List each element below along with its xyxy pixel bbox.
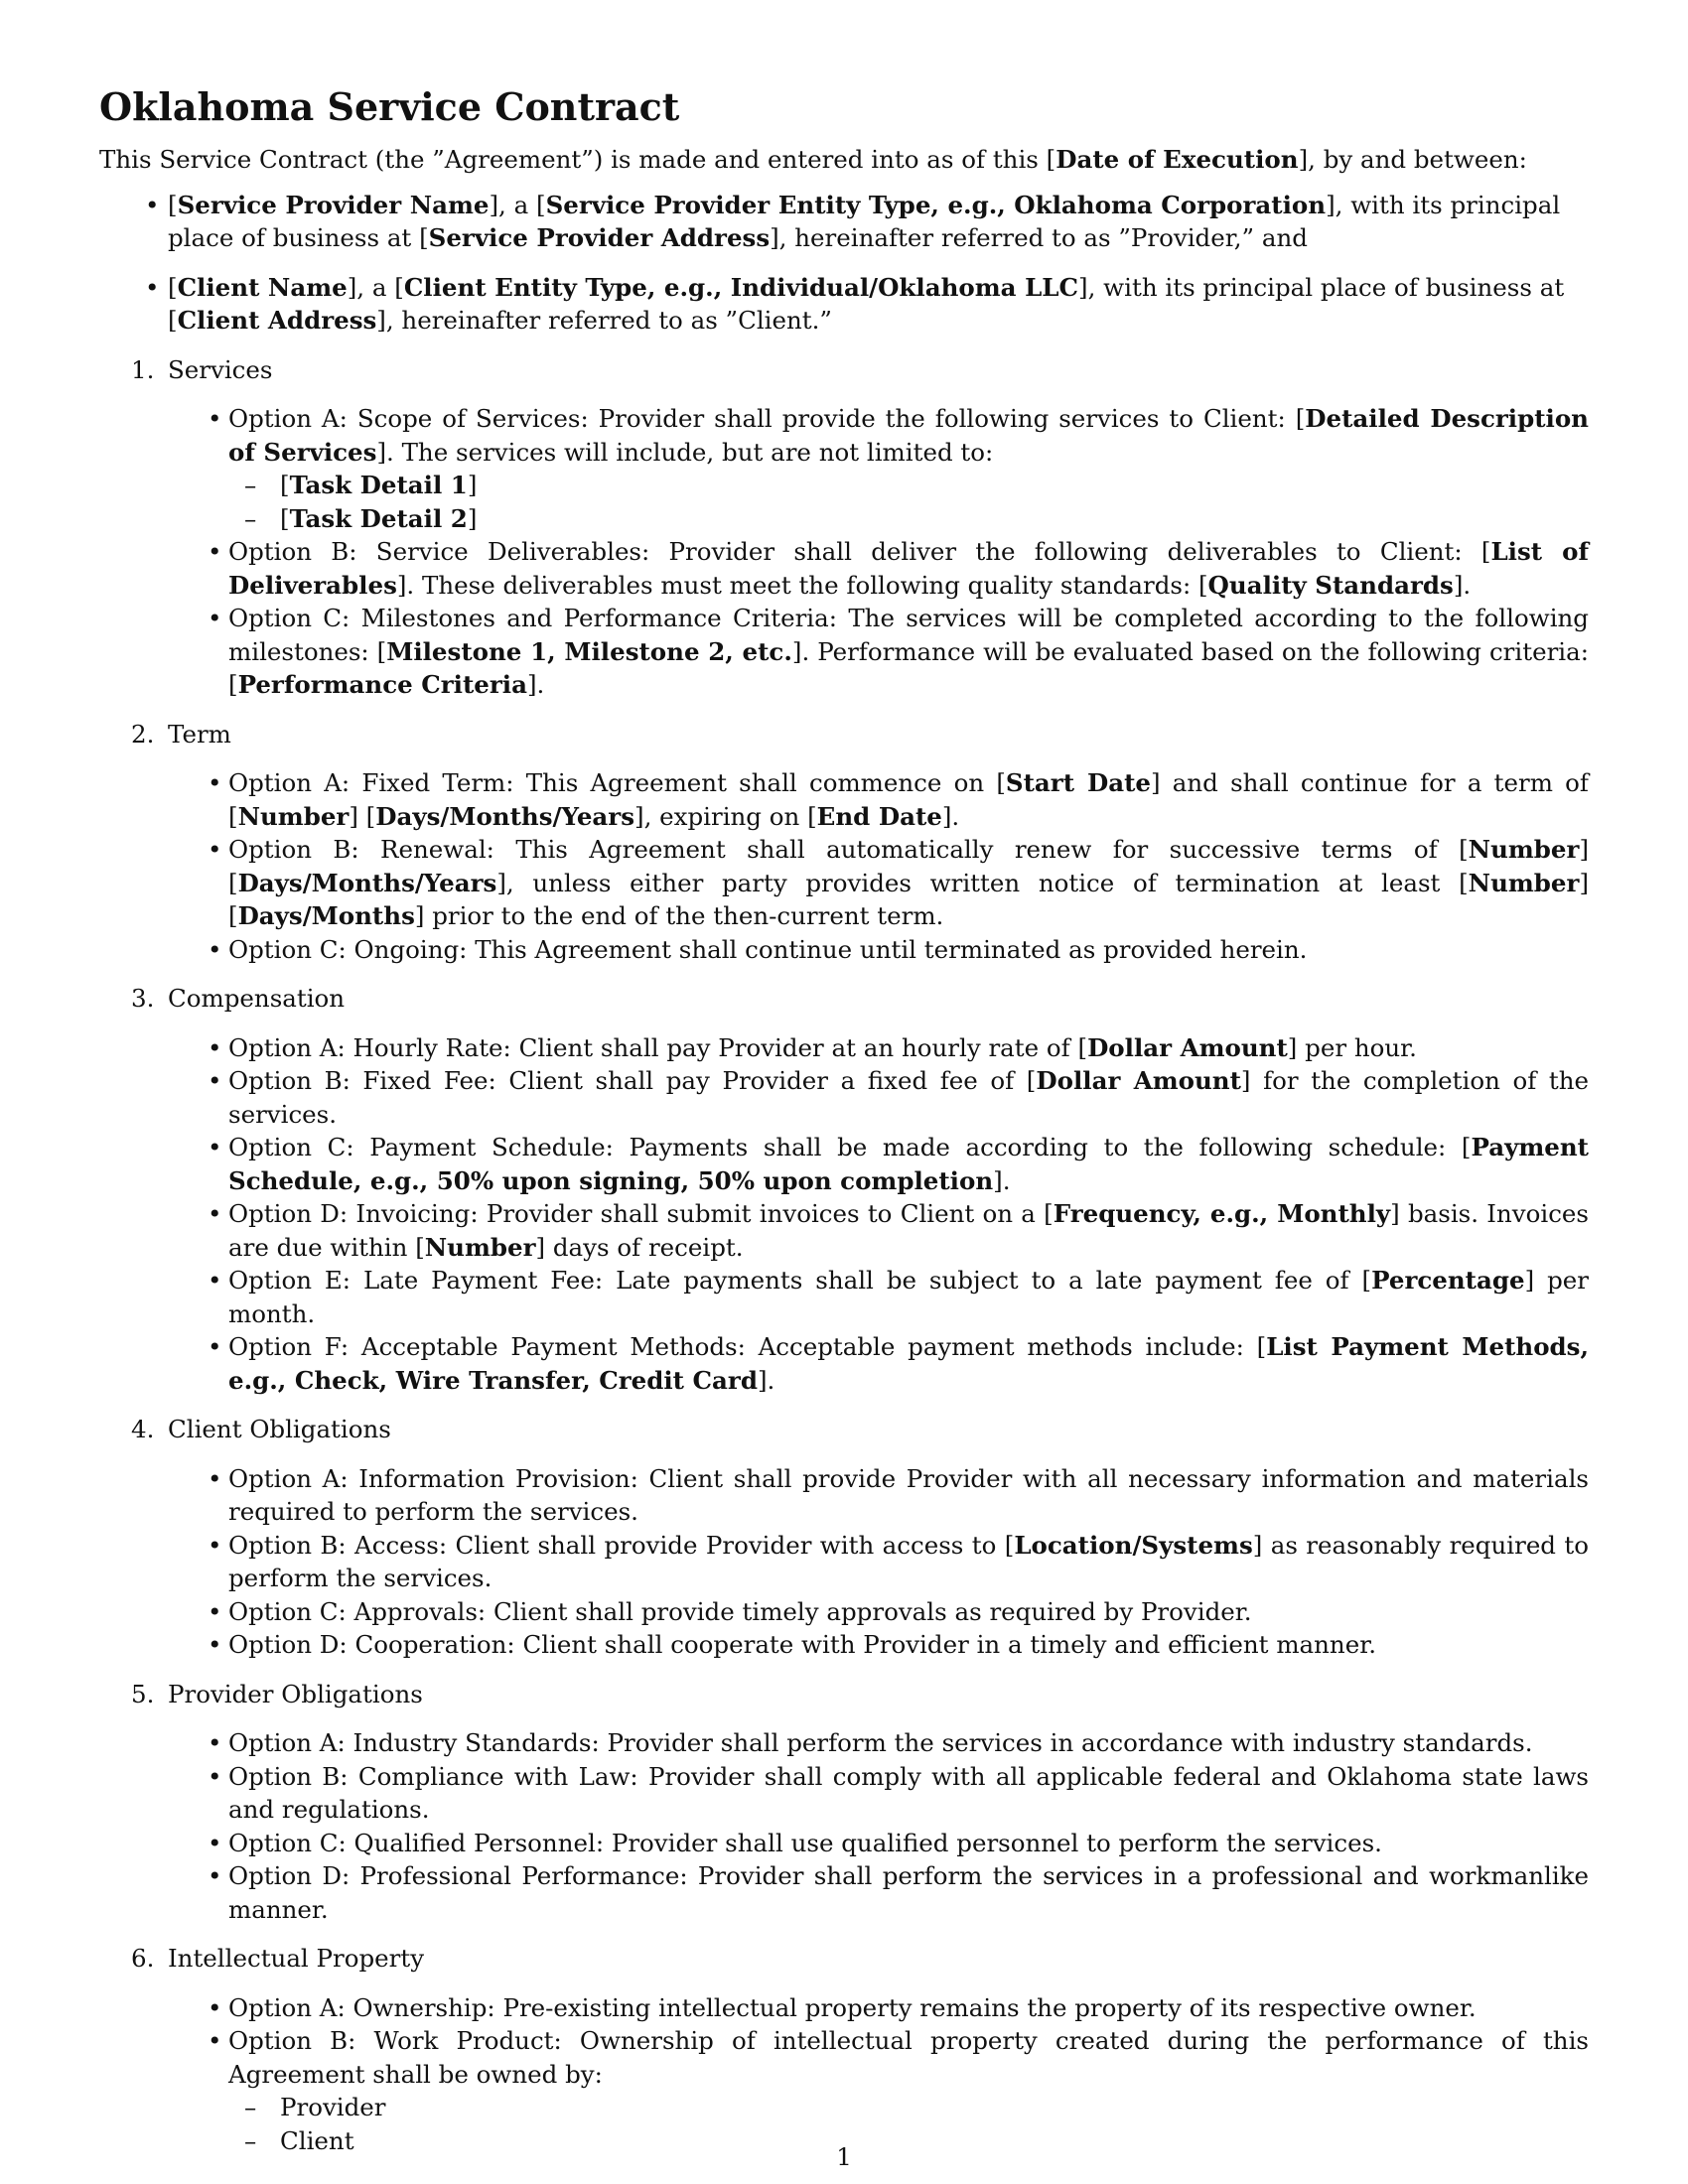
text-run: ], hereinafter referred to as ”Client.” [376,306,832,335]
text-run: Option A: Hourly Rate: Client shall pay Provider at an hourly rate of [ [228,1032,1088,1062]
option-item [168,1131,1589,1197]
section-number: 1. [131,354,155,384]
text-run: ], with its principal place of business at [ [168,190,1561,252]
text-run: Option C: Qualified Personnel: Provider shall use qualified personnel to perform the services. [228,1828,1382,1857]
option-item [168,1462,1589,1529]
placeholder-field: End Date [816,801,942,831]
placeholder-field: Number [1468,868,1580,897]
option-item [168,602,1589,702]
text-run: Option B: Service Deliverables: Provider shall deliver the following deliverables to Client: [ [228,537,1491,566]
text-run: ], expiring on [ [634,801,817,831]
text-run: ]. The services will include, but are not limited to: [376,437,994,467]
text-run: Option A: Industry Standards: Provider shall perform the services in accordance with industry standards. [228,1728,1533,1757]
text-run: Option D: Invoicing: Provider shall submit invoices to Client on a [ [228,1199,1054,1228]
text-run: ]. [1453,570,1472,600]
section-heading: Client Obligations [168,1415,391,1443]
placeholder-field: Service Provider Name [177,190,490,219]
sub-options-list [228,469,1589,535]
placeholder-field: Quality Standards [1207,570,1454,600]
option-item [168,1595,1589,1629]
text-run: ]. [526,670,545,699]
text-run: Option D: Professional Performance: Provider shall perform the services in a professional and workmanlike manner. [228,1861,1589,1924]
option-item [168,1726,1589,1760]
placeholder-field: Frequency, e.g., Monthly [1053,1199,1391,1228]
text-run: ]. [993,1165,1011,1195]
text-run: ] [467,471,478,499]
placeholder-field: Date of Execution [1055,145,1299,174]
option-item [168,1064,1589,1131]
party-item [99,271,1589,338]
option-item [168,1827,1589,1860]
option-item [168,535,1589,602]
text-run: ] [ [228,835,1589,897]
placeholder-field: Days/Months/Years [375,801,635,831]
section-heading: Services [168,354,273,384]
text-run: [ [168,190,178,219]
text-run: ] basis. Invoices are due within [ [228,1199,1589,1262]
section-item [99,718,1589,967]
placeholder-field: Dollar Amount [1036,1066,1241,1095]
section-item [99,982,1589,1397]
placeholder-field: Performance Criteria [237,670,527,699]
text-run: ] and shall continue for a term of [ [228,768,1589,831]
option-item [168,1628,1589,1662]
section-number: 4. [131,1415,155,1443]
text-run: Option C: Milestones and Performance Criteria: The services will be completed according to the following milestones: [ [228,604,1589,666]
text-run: ] [467,503,478,533]
option-item [168,1330,1589,1397]
text-run: ], a [ [489,190,546,219]
placeholder-field: List of Deliverables [228,537,1589,600]
text-run: Option A: Information Provision: Client shall provide Provider with all necessary information and materials required to perform the services. [228,1463,1589,1526]
placeholder-field: Client Entity Type, e.g., Individual/Oklahoma LLC [403,272,1079,302]
text-run: ]. These deliverables must meet the following quality standards: [ [396,570,1208,600]
text-run: Option B: Work Product: Ownership of intellectual property created during the performance of this Agreement shall be owned by: [228,2026,1589,2089]
parties-list [99,189,1589,338]
text-run: ] per hour. [1287,1032,1417,1062]
option-item [168,1197,1589,1264]
option-item [168,766,1589,833]
text-run: Option B: Access: Client shall provide Provider with access to [ [228,1530,1015,1560]
options-list [168,402,1589,702]
text-run: ], by and between: [1298,145,1527,174]
options-list [168,1726,1589,1926]
section-item [99,1678,1589,1927]
text-run: Option B: Fixed Fee: Client shall pay Provider a fixed fee of [ [228,1066,1037,1095]
placeholder-field: Number [237,801,350,831]
section-number: 2. [131,719,155,749]
option-item [168,1991,1589,2025]
text-run: Option F: Acceptable Payment Methods: Acceptable payment methods include: [ [228,1332,1267,1361]
section-number: 3. [131,984,155,1013]
sections-list [99,353,1589,2158]
text-run: ], a [ [347,272,404,302]
placeholder-field: Task Detail 2 [289,503,468,533]
party-item [99,189,1589,255]
placeholder-field: List Payment Methods, e.g., Check, Wire Transfer, Credit Card [228,1332,1589,1395]
text-run: ]. [941,801,960,831]
text-run: Option A: Ownership: Pre-existing intellectual property remains the property of its respective owner. [228,1992,1477,2022]
placeholder-field: Task Detail 1 [289,471,468,499]
placeholder-field: Days/Months/Years [237,868,497,897]
placeholder-field: Payment Schedule, e.g., 50% upon signing, 50% upon completion [228,1133,1589,1195]
placeholder-field: Number [1468,835,1580,864]
section-heading: Term [168,719,231,749]
option-item [168,1031,1589,1065]
text-run: ] for the completion of the services. [228,1066,1589,1129]
text-run: Option A: Scope of Services: Provider shall provide the following services to Client: [ [228,404,1306,433]
section-number: 6. [131,1944,155,1973]
section-item [99,1413,1589,1662]
placeholder-field: Milestone 1, Milestone 2, etc. [386,636,792,666]
option-item [168,402,1589,535]
options-list [168,1991,1589,2158]
text-run: Option B: Compliance with Law: Provider shall comply with all applicable federal and Oklahoma state laws and regulations. [228,1761,1589,1824]
options-list [168,766,1589,966]
option-item [168,1264,1589,1330]
text-run: Option B: Renewal: This Agreement shall automatically renew for successive terms of [ [228,835,1469,864]
placeholder-field: Location/Systems [1014,1530,1253,1560]
options-list [168,1031,1589,1398]
option-item [168,833,1589,933]
sub-option-item [228,2091,1589,2124]
text-run: ] [ [228,868,1589,930]
page-number: 1 [836,2142,852,2171]
option-item [168,2024,1589,2157]
text-run: [ [280,471,290,499]
text-run: Option A: Fixed Term: This Agreement shall commence on [ [228,768,1006,797]
text-run: ], with its principal place of business at [ [168,272,1565,335]
section-item [99,353,1589,702]
sub-option-item [228,502,1589,536]
placeholder-field: Service Provider Entity Type, e.g., Oklahoma Corporation [545,190,1327,219]
placeholder-field: Number [424,1232,536,1262]
placeholder-field: Dollar Amount [1087,1032,1288,1062]
text-run: ] days of receipt. [535,1232,744,1262]
placeholder-field: Start Date [1005,768,1152,797]
placeholder-field: Client Name [177,272,348,302]
text-run: [ [168,272,178,302]
text-run: Provider [280,2093,386,2121]
text-run: ], unless either party provides written notice of termination at least [ [496,868,1469,897]
option-item [168,1529,1589,1595]
text-run: ]. Performance will be evaluated based on the following criteria: [ [228,636,1589,699]
text-run: Option E: Late Payment Fee: Late payments shall be subject to a late payment fee of [ [228,1266,1372,1295]
section-heading: Provider Obligations [168,1679,423,1708]
text-run: Client [280,2125,354,2155]
option-item [168,1760,1589,1827]
section-item [99,1942,1589,2157]
text-run: This Service Contract (the ”Agreement”) is made and entered into as of this [ [99,145,1056,174]
text-run: Option C: Approvals: Client shall provide timely approvals as required by Provider. [228,1596,1252,1626]
placeholder-field: Client Address [177,306,377,335]
section-number: 5. [131,1679,155,1708]
text-run: Option C: Payment Schedule: Payments shall be made according to the following schedule: [ [228,1133,1472,1161]
sub-option-item [228,469,1589,502]
placeholder-field: Detailed Description of Services [228,404,1589,467]
text-run: ] [ [349,801,376,831]
section-heading: Intellectual Property [168,1944,425,1973]
text-run: Option C: Ongoing: This Agreement shall continue until terminated as provided herein. [228,934,1308,964]
document-page [99,83,1589,2173]
intro-paragraph [99,143,1589,177]
document-title: Oklahoma Service Contract [99,84,680,129]
text-run: Option D: Cooperation: Client shall cooperate with Provider in a timely and efficient manner. [228,1630,1377,1659]
text-run: [ [280,503,290,533]
placeholder-field: Days/Months [237,901,415,930]
option-item [168,933,1589,967]
text-run: ] as reasonably required to perform the services. [228,1530,1589,1592]
text-run: ] per month. [228,1266,1589,1328]
placeholder-field: Percentage [1371,1266,1525,1295]
options-list [168,1462,1589,1662]
text-run: ] prior to the end of the then-current term. [414,901,944,930]
section-heading: Compensation [168,984,346,1013]
text-run: ], hereinafter referred to as ”Provider,” and [770,223,1308,252]
text-run: ]. [757,1365,775,1395]
option-item [168,1859,1589,1926]
placeholder-field: Service Provider Address [428,223,771,252]
